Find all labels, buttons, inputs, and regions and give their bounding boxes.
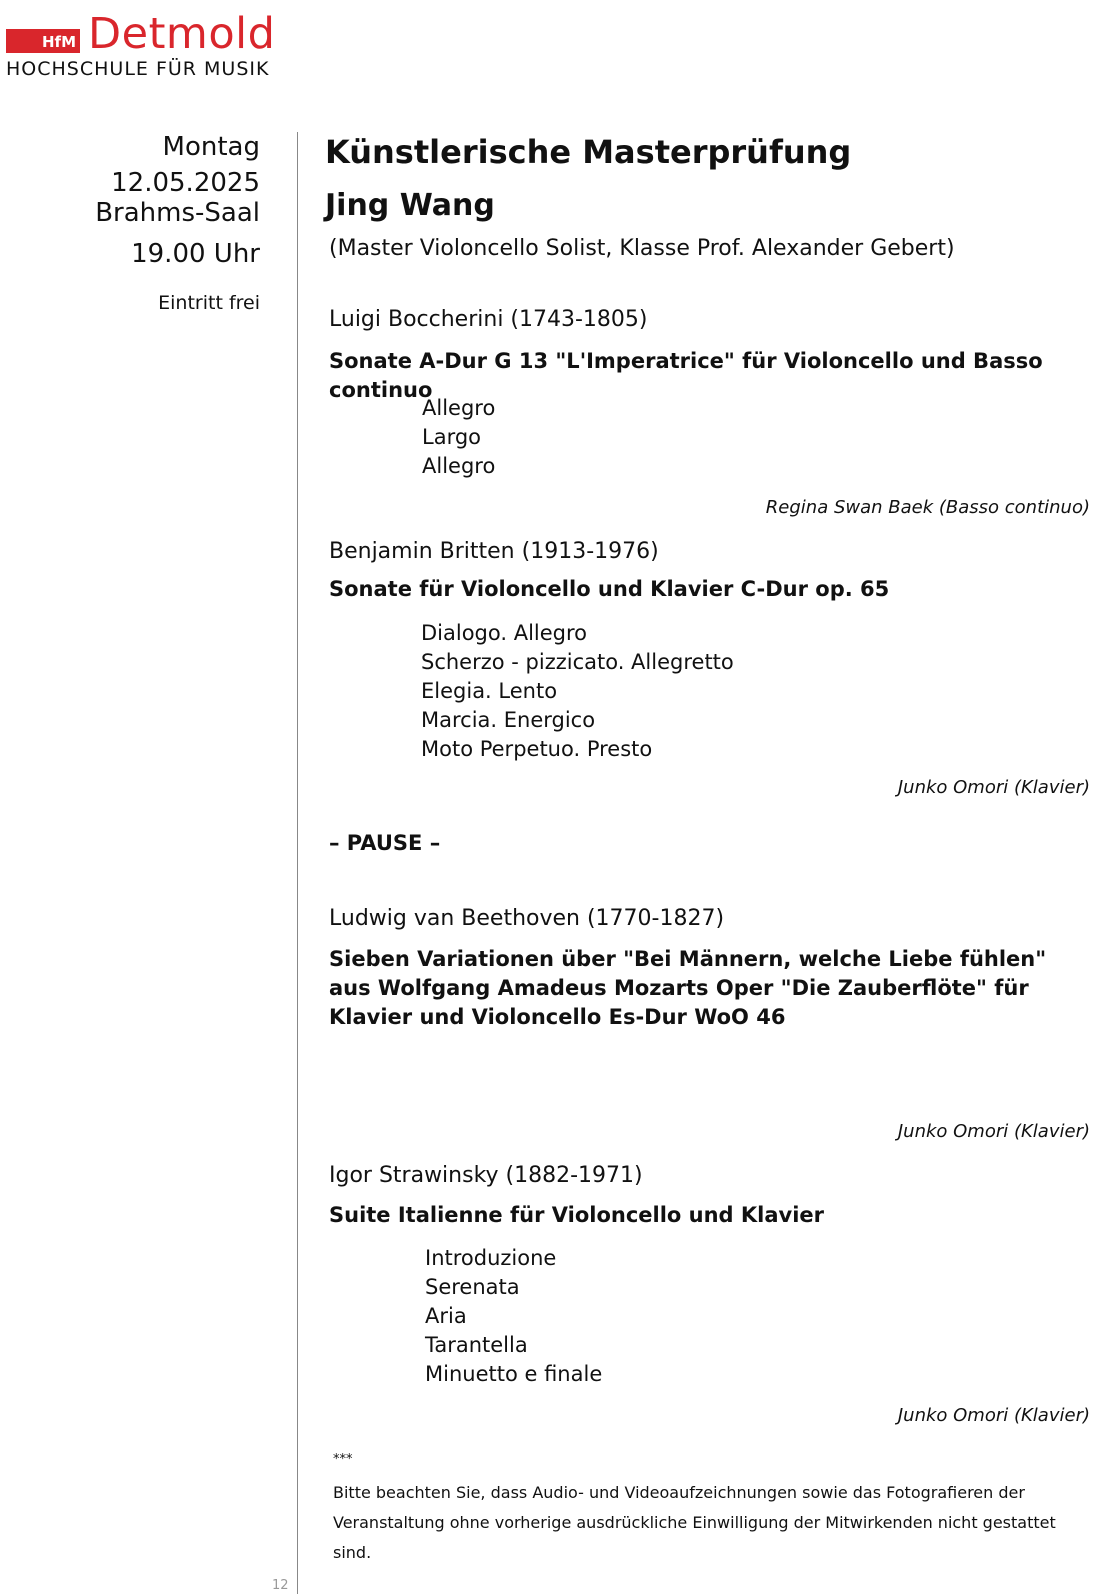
page-title: Künstlerische Masterprüfung — [325, 133, 852, 171]
movement: Aria — [425, 1304, 467, 1328]
performer-credit: Junko Omori (Klavier) — [897, 777, 1090, 798]
movement: Serenata — [425, 1275, 520, 1299]
work-title: Sonate A-Dur G 13 "L'Imperatrice" für Violoncello und Basso continuo — [329, 349, 1043, 402]
movement: Largo — [422, 425, 482, 449]
logo-subtitle: HOCHSCHULE FÜR MUSIK — [6, 58, 270, 80]
performer-credit: Junko Omori (Klavier) — [897, 1405, 1090, 1426]
page-number: 12 — [272, 1578, 289, 1593]
movement: Introduzione — [425, 1246, 557, 1270]
composer: Igor Strawinsky (1882-1971) — [329, 1163, 643, 1188]
event-admission: Eintritt frei — [158, 292, 260, 314]
work-title-line: Klavier und Violoncello Es-Dur WoO 46 — [329, 1005, 786, 1029]
logo-badge: HfM — [6, 29, 80, 53]
movement-list — [422, 394, 495, 481]
work-title: Sonate für Violoncello und Klavier C-Dur op. 65 — [329, 577, 890, 601]
event-day: Montag — [162, 132, 260, 162]
event-venue: Brahms-Saal — [95, 198, 260, 228]
event-date: 12.05.2025 — [111, 168, 260, 198]
movement: Moto Perpetuo. Presto — [421, 737, 653, 761]
movement: Scherzo - pizzicato. Allegretto — [421, 650, 734, 674]
movement: Tarantella — [425, 1333, 528, 1357]
work-title-line: aus Wolfgang Amadeus Mozarts Oper "Die Zauberflöte" für — [329, 976, 1029, 1000]
work-title — [329, 945, 1046, 1032]
composer: Ludwig van Beethoven (1770-1827) — [329, 906, 725, 931]
logo-name: Detmold — [88, 9, 276, 59]
movement: Marcia. Energico — [421, 708, 596, 732]
pause-label: – PAUSE – — [329, 831, 441, 855]
movement: Minuetto e finale — [425, 1362, 603, 1386]
composer: Luigi Boccherini (1743-1805) — [329, 307, 648, 332]
work-title-line: Sieben Variationen über "Bei Männern, welche Liebe fühlen" — [329, 947, 1047, 971]
movement: Elegia. Lento — [421, 679, 558, 703]
movement: Allegro — [422, 396, 496, 420]
column-divider — [297, 132, 298, 1594]
event-time: 19.00 Uhr — [131, 239, 260, 269]
movement-list — [421, 619, 734, 764]
performer-credit: Junko Omori (Klavier) — [897, 1121, 1090, 1142]
work-title: Suite Italienne für Violoncello und Klavier — [329, 1203, 825, 1227]
recording-notice — [333, 1478, 1056, 1568]
composer: Benjamin Britten (1913-1976) — [329, 539, 659, 564]
notice-line: sind. — [333, 1543, 372, 1562]
movement: Dialogo. Allegro — [421, 621, 588, 645]
notice-line: Bitte beachten Sie, dass Audio- und Videoaufzeichnungen sowie das Fotografieren der — [333, 1483, 1025, 1502]
performer-credit: Regina Swan Baek (Basso continuo) — [765, 497, 1090, 518]
performer-subtitle: (Master Violoncello Solist, Klasse Prof. Alexander Gebert) — [329, 236, 955, 261]
performer-name: Jing Wang — [325, 188, 495, 223]
movement: Allegro — [422, 454, 496, 478]
separator-stars: *** — [333, 1452, 353, 1467]
movement-list — [425, 1244, 602, 1389]
notice-line: Veranstaltung ohne vorherige ausdrückliche Einwilligung der Mitwirkenden nicht gestattet — [333, 1513, 1056, 1532]
